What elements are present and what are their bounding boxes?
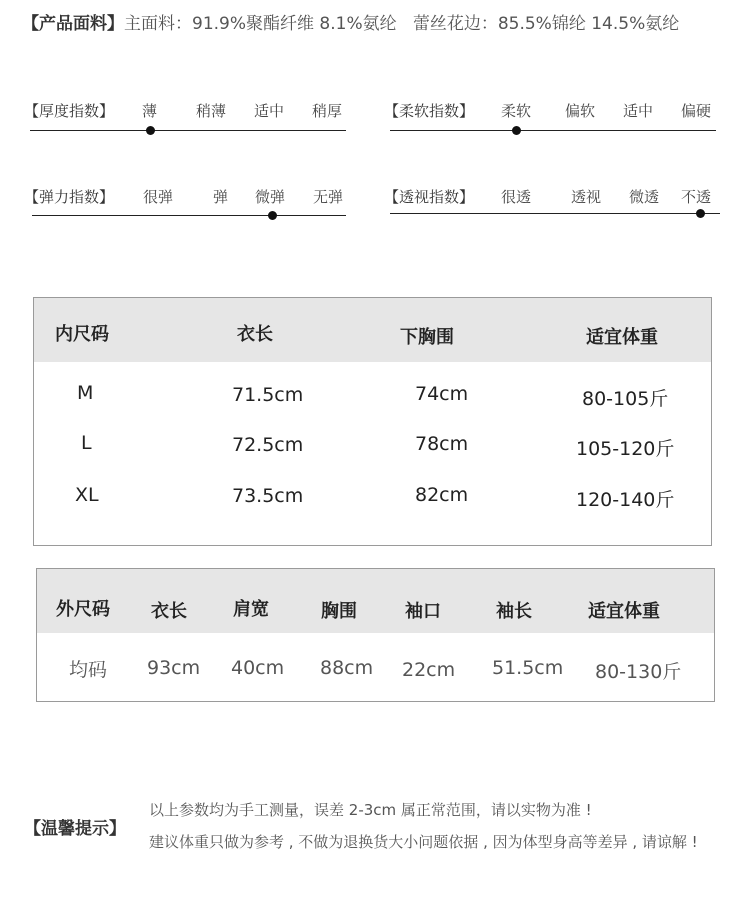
inner-cell-underbust: 78cm [415, 433, 469, 455]
outer-header-length: 衣长 [151, 601, 187, 622]
inner-cell-size: L [81, 432, 92, 454]
transparency-level-3: 微透 [629, 188, 660, 206]
softness-index [384, 100, 724, 140]
inner-header-weight: 适宜体重 [586, 327, 658, 348]
tips-line-2: 建议体重只做为参考 , 不做为退换货大小问题依据 , 因为体型身高等差异 , 请谅解 ! [149, 833, 698, 851]
inner-cell-size: M [77, 382, 94, 404]
tips-label: 【温馨提示】 [24, 819, 126, 839]
transparency-index [384, 186, 724, 226]
transparency-scale-line [390, 213, 720, 214]
outer-cell-shoulder: 40cm [231, 657, 285, 679]
elasticity-scale-line [32, 215, 346, 216]
inner-cell-weight: 120-140斤 [576, 489, 675, 511]
softness-marker [512, 126, 521, 135]
thickness-index [24, 100, 354, 140]
elasticity-level-1: 很弹 [143, 188, 174, 206]
outer-cell-weight: 80-130斤 [595, 661, 682, 683]
transparency-marker [696, 209, 705, 218]
inner-cell-length: 72.5cm [232, 434, 304, 456]
elasticity-level-4: 无弹 [313, 188, 344, 206]
outer-cell-size: 均码 [69, 659, 108, 681]
softness-level-1: 柔软 [501, 102, 532, 120]
thickness-level-2: 稍薄 [196, 102, 227, 120]
inner-cell-length: 73.5cm [232, 485, 304, 507]
outer-cell-length: 93cm [147, 657, 201, 679]
transparency-level-1: 很透 [501, 188, 532, 206]
thickness-level-4: 稍厚 [312, 102, 343, 120]
inner-size-table [33, 297, 712, 546]
outer-header-chest: 胸围 [321, 601, 357, 622]
thickness-marker [146, 126, 155, 135]
fabric-info [22, 9, 679, 34]
thickness-index-name: 【厚度指数】 [24, 102, 115, 120]
elasticity-level-2: 弹 [213, 188, 229, 206]
softness-level-3: 适中 [623, 102, 654, 120]
elasticity-index [24, 186, 354, 226]
softness-level-4: 偏硬 [681, 102, 712, 120]
inner-header-underbust: 下胸围 [400, 327, 454, 348]
softness-scale-line [390, 130, 716, 131]
inner-cell-underbust: 82cm [415, 484, 469, 506]
outer-header-size: 外尺码 [56, 599, 110, 620]
outer-header-sleeve: 袖长 [496, 601, 532, 622]
outer-header-shoulder: 肩宽 [233, 599, 269, 620]
thickness-level-3: 适中 [254, 102, 285, 120]
outer-cell-sleeve: 51.5cm [492, 657, 564, 679]
transparency-level-4: 不透 [681, 188, 712, 206]
thickness-level-1: 薄 [142, 102, 158, 120]
elasticity-index-name: 【弹力指数】 [24, 188, 115, 206]
outer-size-table [36, 568, 715, 702]
softness-index-name: 【柔软指数】 [384, 102, 475, 120]
transparency-index-name: 【透视指数】 [384, 188, 475, 206]
outer-header-weight: 适宜体重 [588, 601, 660, 622]
transparency-level-2: 透视 [571, 188, 602, 206]
inner-cell-underbust: 74cm [415, 383, 469, 405]
inner-cell-weight: 105-120斤 [576, 438, 675, 460]
inner-header-size: 内尺码 [55, 324, 109, 345]
outer-cell-chest: 88cm [320, 657, 374, 679]
thickness-scale-line [30, 130, 346, 131]
fabric-lace: 蕾丝花边：85.5%锦纶 14.5%氨纶 [412, 14, 680, 34]
fabric-label: 【产品面料】 [22, 14, 124, 34]
inner-header-length: 衣长 [237, 324, 273, 345]
inner-cell-size: XL [75, 484, 99, 506]
outer-cell-cuff: 22cm [402, 659, 456, 681]
inner-cell-weight: 80-105斤 [582, 388, 669, 410]
elasticity-marker [268, 211, 277, 220]
tips-line-1: 以上参数均为手工测量，误差 2-3cm 属正常范围，请以实物为准 ! [149, 801, 592, 819]
outer-header-cuff: 袖口 [405, 601, 441, 622]
fabric-main: 主面料：91.9%聚酯纤维 8.1%氨纶 [124, 14, 397, 34]
inner-cell-length: 71.5cm [232, 384, 304, 406]
softness-level-2: 偏软 [565, 102, 596, 120]
elasticity-level-3: 微弹 [255, 188, 286, 206]
